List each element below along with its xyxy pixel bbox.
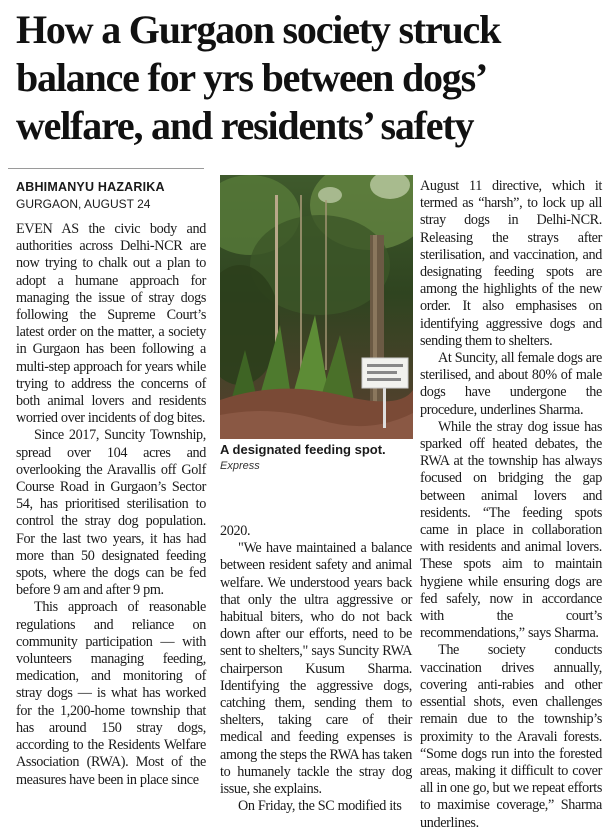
- headline-line-1: How a Gurgaon society struck: [16, 7, 501, 52]
- paragraph: "We have maintained a balance between resident safety and animal welfare. We understood years back that only the ultra aggressive or habitual biters, who do not back down after our efforts, need to be sent to shelters," says Suncity RWA chairperson Kusum Sharma. Identifying the aggressive dogs, catching them, sending them to shelters, taking care of their medical and feeding expenses is among the steps the RWA has taken to humanely tackle the stray dog issue, she explains.: [220, 540, 412, 798]
- byline-divider: [8, 168, 204, 169]
- paragraph: 2020.: [220, 523, 251, 539]
- paragraph: This approach of reasonable regulations and reliance on community participation — with volunteers managing feeding, medication, and monitoring of stray dogs — is what has worked for the 1,200-home township that has around 150 stray dogs, according to the Residents Welfare Association (RWA). Most of the measures have been in place since: [16, 599, 206, 788]
- paragraph: While the stray dog issue has sparked off heated debates, the RWA at the township has always focused on bridging the gap between animal lovers and residents. “The feeding spots came in place in collaboration with residents and animal lovers. These spots aim to maintain hygiene while ensuring dogs are fed safely, now in accordance with the court’s recommendations,” says Sharma.: [420, 418, 602, 642]
- headline-line-2: balance for yrs between dogs’: [16, 55, 488, 100]
- article-column-2: [220, 523, 412, 815]
- headline: [16, 6, 606, 150]
- paragraph: The society conducts vaccination drives annually, covering anti-rabies and other essential shots, even challenges remain due to the township’s proximity to the Aravali forests. “Some dogs run into the forested areas, making it difficult to cover all in one go, but we repeat efforts to maximise coverage,” Sharma underlines.: [420, 642, 602, 831]
- photo-credit: Express: [220, 460, 260, 472]
- paragraph: Since 2017, Suncity Township, spread over 104 acres and overlooking the Aravallis off Golf Course Road in Gurgaon’s Sector 54, has prioritised sterilisation to control the stray dog population. For the last two years, it has had more than 50 designated feeding spots, where the dogs can be fed before 9 am and after 9 pm.: [16, 427, 206, 599]
- feeding-spot-photo: [220, 175, 413, 439]
- article-column-3: [420, 178, 602, 832]
- photo-caption: A designated feeding spot.: [220, 442, 386, 457]
- dateline: GURGAON, AUGUST 24: [16, 197, 151, 211]
- headline-line-3: welfare, and residents’ safety: [16, 103, 474, 148]
- paragraph: At Suncity, all female dogs are sterilised, and about 80% of male dogs have undergone the procedure, underlines Sharma.: [420, 350, 602, 418]
- article-column-1: [16, 221, 206, 789]
- feeding-spot-photo-icon: [220, 175, 413, 439]
- byline: ABHIMANYU HAZARIKA: [16, 180, 165, 194]
- paragraph: EVEN AS the civic body and authorities across Delhi-NCR are now trying to chalk out a plan to adopt a humane approach for managing the issue of stray dogs following the Supreme Court’s latest order on the matter, a society in Gurgaon has been following a multi-step approach for years while trying to address the concerns of both animal lovers and residents worried over incidents of dog bites.: [16, 221, 206, 427]
- paragraph: On Friday, the SC modified its: [238, 798, 402, 815]
- paragraph: August 11 directive, which it termed as “harsh”, to lock up all stray dogs in Delhi-NCR. Releasing the strays after sterilisation, and vaccination, and designating feeding spots are among the highlights of the new order. It also emphasises on identifying aggressive dogs and sending them to shelters.: [420, 178, 602, 349]
